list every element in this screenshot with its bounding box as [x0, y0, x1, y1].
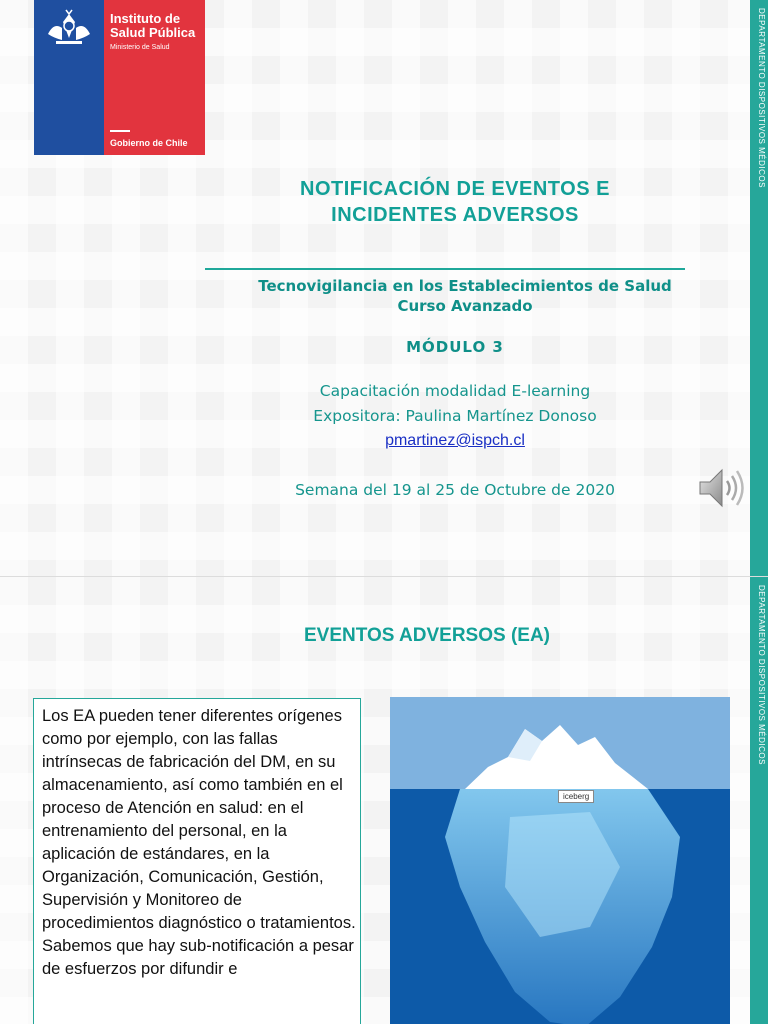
- presenter: Expositora: Paulina Martínez Donoso: [313, 407, 597, 425]
- iceberg-illustration: [390, 697, 730, 1024]
- side-bar-2-label: DEPARTAMENTO DISPOSITIVOS MÉDICOS: [757, 585, 766, 765]
- logo-title: Instituto de Salud Pública: [110, 11, 196, 40]
- week-dates: Semana del 19 al 25 de Octubre de 2020: [295, 481, 615, 499]
- side-bar-label: DEPARTAMENTO DISPOSITIVOS MÉDICOS: [757, 8, 766, 188]
- isp-logo: [34, 0, 205, 155]
- subtitle-line-2: Curso Avanzado: [397, 297, 533, 315]
- slide-title-line-1: NOTIFICACIÓN DE EVENTOS E: [300, 178, 610, 200]
- side-bar-2: [750, 577, 768, 1024]
- slide-2-title: EVENTOS ADVERSOS (EA): [304, 625, 550, 646]
- iceberg-image: [390, 697, 730, 1024]
- title-divider: [205, 268, 685, 270]
- email-link[interactable]: pmartinez@ispch.cl: [385, 432, 525, 449]
- body-text: Los EA pueden tener diferentes orígenes como por ejemplo, con las fallas intrínsecas de fabricación del DM, en su almacenamiento, así como también en el proceso de Atención en salud: en el entrenamiento del personal, en la aplicación de estándares, en la Organización, Comunicación, Gestión, Supervisión y Monitoreo de procedimientos diagnóstico o tratamientos. Sabemos que hay sub-notificación a pesar de esfuerzos por difundir e: [42, 707, 356, 978]
- logo-blue-panel: [34, 0, 104, 155]
- slide-title-line-2: INCIDENTES ADVERSOS: [331, 204, 579, 226]
- subtitle-line-1: Tecnovigilancia en los Establecimientos de Salud: [258, 277, 672, 295]
- slide-title: [210, 176, 700, 228]
- training-mode: Capacitación modalidad E-learning: [319, 382, 591, 400]
- logo-subtitle: Ministerio de Salud: [110, 44, 170, 51]
- logo-footer: Gobierno de Chile: [110, 138, 188, 148]
- slide-2: [0, 577, 768, 1024]
- coat-of-arms-icon: [42, 8, 96, 48]
- speaker-icon[interactable]: [696, 462, 748, 514]
- slide-subtitle: [210, 276, 720, 316]
- side-bar: [750, 0, 768, 576]
- body-text-box: [33, 698, 361, 1024]
- iceberg-label: iceberg: [558, 790, 594, 803]
- module-label: MÓDULO 3: [406, 338, 504, 356]
- logo-divider: [110, 130, 130, 132]
